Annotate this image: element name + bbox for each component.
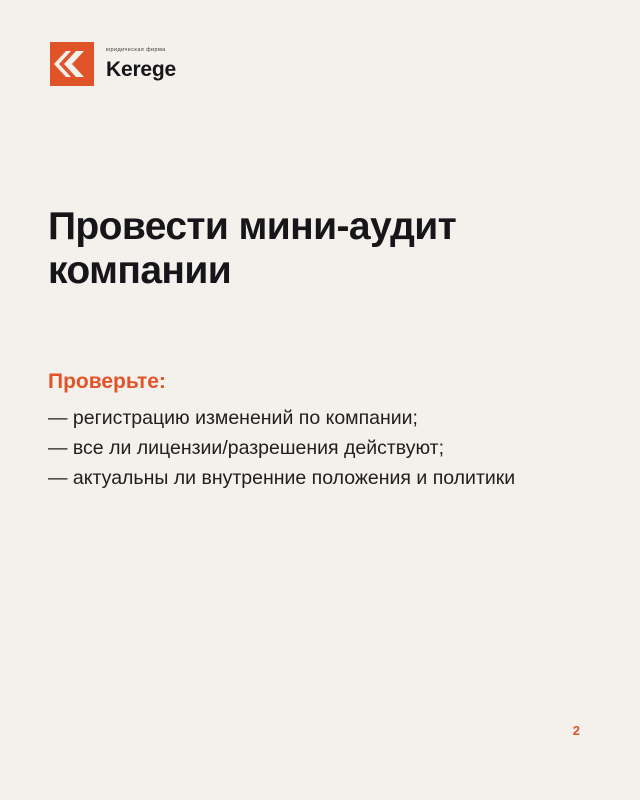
content-lead: Проверьте: <box>48 370 166 393</box>
page-number: 2 <box>572 723 580 738</box>
content-block <box>48 368 593 493</box>
checklist <box>48 404 593 493</box>
brand-tagline: юридическая фирма <box>106 47 166 54</box>
brand-name: Kerege <box>106 57 177 81</box>
brand-logo-text <box>106 48 176 80</box>
kerege-chevron-logo-icon <box>50 42 94 86</box>
page-title: Провести мини-аудит компании <box>48 205 457 292</box>
brand-logo <box>50 42 176 86</box>
list-item: — регистрацию изменений по компании; <box>48 407 418 430</box>
list-item: — актуальны ли внутренние положения и политики <box>48 466 516 489</box>
list-item: — все ли лицензии/разрешения действуют; <box>48 436 444 459</box>
